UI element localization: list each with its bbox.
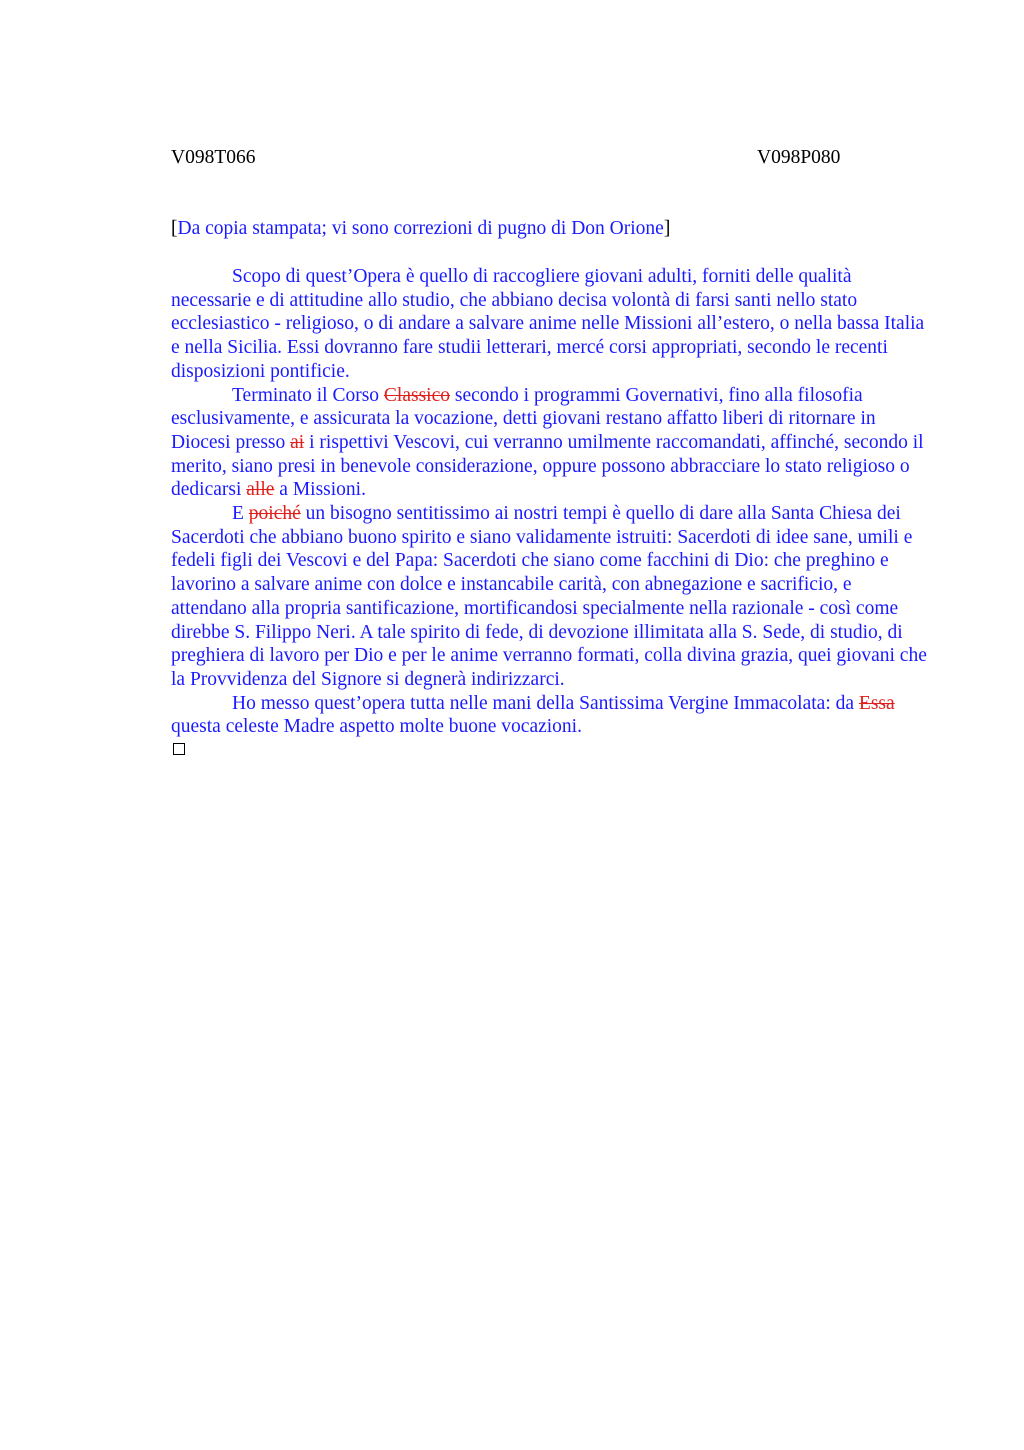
document-code-right: V098P080	[757, 147, 841, 168]
paragraph-3-part-b: un bisogno sentitissimo ai nostri tempi è quello di dare alla Santa Chiesa dei Sacerdoti che abbiano buono spirito e siano validamente istruiti: Sacerdoti di idee sane, umili e fedeli figli dei Vescovi e del Papa: Sacerdoti che siano come facchini di Dio: che preghino e lavorino a salvare anime con dolce e instancabile carità, con abnegazione e sacrificio, e attendano alla propria santificazione, mortificandosi specialmente nella razionale - così come direbbe S. Filippo Neri. A tale spirito di fede, di devozione illimitata alla S. Sede, di studio, di preghiera di lavoro per Dio e per le anime verranno formati, colla divina grazia, quei giovani che la Provvidenza del Signore si degnerà indirizzarci.	[171, 503, 927, 690]
paragraph-4	[171, 692, 931, 739]
note-open-bracket: [	[171, 218, 178, 239]
paragraph-3-part-a: E	[232, 503, 249, 525]
paragraph-2	[171, 384, 931, 503]
paragraph-2-part-c: i rispettivi Vescovi, cui verranno umilmente raccomandati, affinché, secondo il merito, siano presi in benevole considerazione, oppure possono abbracciare lo stato religioso o dedicarsi	[171, 431, 924, 501]
note-text: Da copia stampata; vi sono correzioni di pugno di Don Orione	[177, 218, 664, 239]
paragraph-2-part-b: secondo i programmi Governativi, fino alla filosofia esclusivamente, e assicurata la vocazione, detti giovani restano affatto liberi di ritornare in Diocesi presso	[171, 384, 876, 453]
document-body	[171, 265, 931, 739]
paragraph-2-part-a: Terminato il Corso	[232, 384, 384, 406]
paragraph-1-text: Scopo di quest’Opera è quello di raccogliere giovani adulti, forniti delle qualità necessarie e di attitudine allo studio, che abbiano decisa volontà di farsi santi nello stato ecclesiastico - religioso, o di andare a salvare anime nelle Missioni all’estero, o nella bassa Italia e nella Sicilia. Essi dovranno fare studii letterari, mercé corsi appropriati, secondo le recenti disposizioni pontificie.	[171, 266, 925, 382]
paragraph-2-part-d: a Missioni.	[274, 479, 366, 501]
paragraph-4-part-b: questa celeste Madre aspetto molte buone vocazioni.	[171, 716, 582, 738]
note-close-bracket: ]	[663, 218, 671, 239]
paragraph-1	[171, 265, 931, 384]
deleted-word-ai: ai	[290, 431, 305, 453]
deleted-word-poiche: poiché	[248, 503, 301, 525]
deleted-word-alle: alle	[246, 479, 275, 501]
source-note	[171, 217, 670, 241]
paragraph-4-part-a: Ho messo quest’opera tutta nelle mani della Santissima Vergine Immacolata: da	[232, 692, 859, 714]
paragraph-3	[171, 502, 931, 692]
deleted-word-classico: Classico	[383, 384, 450, 406]
document-code-left: V098T066	[171, 147, 256, 168]
deleted-word-essa: Essa	[858, 692, 895, 714]
end-box-icon	[173, 743, 185, 755]
